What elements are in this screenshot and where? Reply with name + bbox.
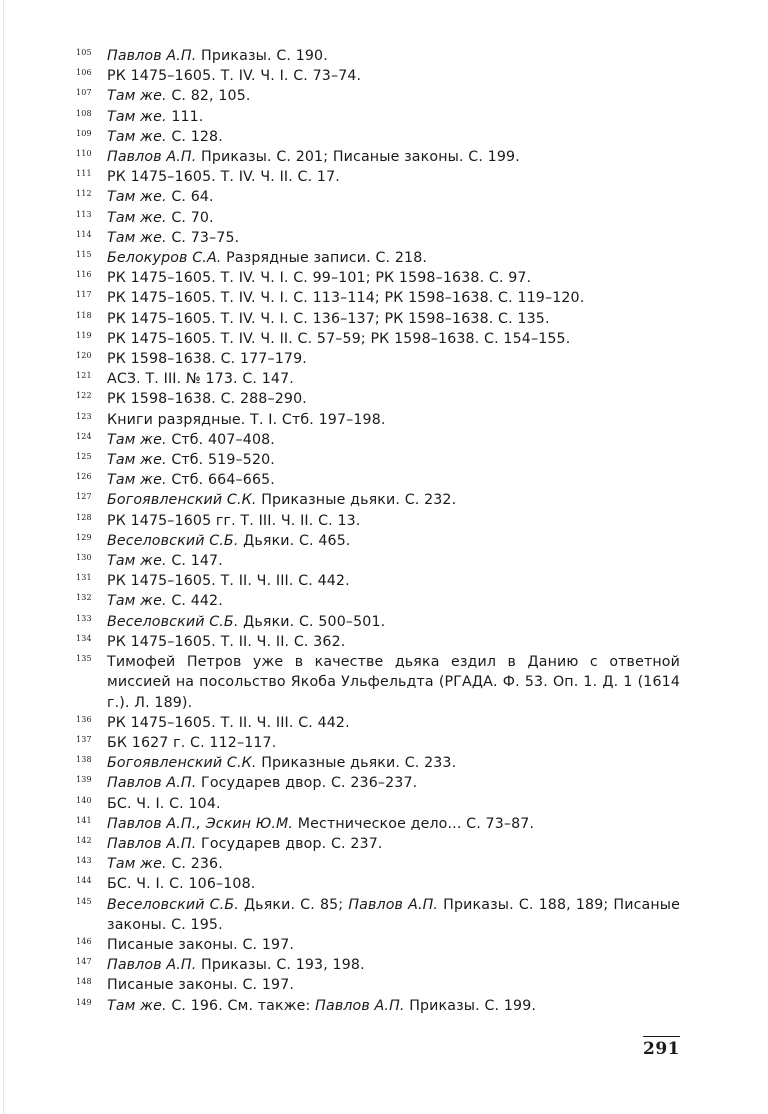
footnote-item <box>76 248 680 268</box>
footnote-text <box>107 208 680 228</box>
author-reference: Там же. <box>107 431 167 448</box>
footnote-text <box>107 369 680 389</box>
footnote-number: 146 <box>76 936 92 946</box>
citation-text: РК 1598–1638. С. 288–290. <box>107 391 307 408</box>
footnote-item <box>76 389 680 409</box>
footnote-text <box>107 753 680 773</box>
author-reference: Павлов А.П. <box>348 896 439 913</box>
citation-text: БС. Ч. I. С. 106–108. <box>107 876 256 893</box>
footnote-item <box>76 773 680 793</box>
citation-text: Приказные дьяки. С. 233. <box>256 755 457 772</box>
citation-text: БК 1627 г. С. 112–117. <box>107 734 277 751</box>
footnote-item <box>76 430 680 450</box>
footnote-text <box>107 410 680 430</box>
footnote-item <box>76 531 680 551</box>
footnote-number: 140 <box>76 795 92 805</box>
citation-text: С. 128. <box>166 128 223 145</box>
footnote-item <box>76 935 680 955</box>
footnote-text <box>107 147 680 167</box>
author-reference: Павлов А.П. <box>107 149 197 166</box>
author-reference: Веселовский С.Б. <box>107 532 239 549</box>
citation-text: Дьяки. С. 465. <box>238 532 351 549</box>
footnote-item <box>76 895 680 935</box>
footnote-text <box>107 814 680 834</box>
footnote-number: 136 <box>76 714 92 724</box>
footnote-number: 143 <box>76 856 92 866</box>
citation-text: РК 1475–1605. Т. IV. Ч. I. С. 113–114; РК 1598–1638. С. 119–120. <box>107 290 585 307</box>
footnote-item <box>76 490 680 510</box>
footnote-text <box>107 470 680 490</box>
footnote-number: 126 <box>76 472 92 482</box>
author-reference: Веселовский С.Б. <box>107 896 239 913</box>
citation-text: Приказы. С. 201; Писаные законы. С. 199. <box>196 149 520 166</box>
footnote-text <box>107 713 680 733</box>
footnote-item <box>76 268 680 288</box>
footnote-text <box>107 591 680 611</box>
footnote-number: 141 <box>76 815 92 825</box>
footnote-number: 120 <box>76 351 92 361</box>
footnote-text <box>107 268 680 288</box>
footnote-number: 139 <box>76 775 92 785</box>
footnote-number: 130 <box>76 553 92 563</box>
footnote-number: 110 <box>76 149 92 159</box>
footnote-item <box>76 470 680 490</box>
footnote-number: 148 <box>76 977 92 987</box>
footnote-text <box>107 167 680 187</box>
footnote-item <box>76 996 680 1016</box>
footnote-item <box>76 713 680 733</box>
citation-text: С. 196. См. также: <box>166 997 316 1014</box>
footnote-text <box>107 874 680 894</box>
page-number: 291 <box>643 1036 680 1059</box>
footnote-item <box>76 834 680 854</box>
footnote-text <box>107 996 680 1016</box>
footnote-text <box>107 127 680 147</box>
citation-text: Местническое дело... С. 73–87. <box>293 815 535 832</box>
citation-text: Писаные законы. С. 197. <box>107 936 295 953</box>
citation-text: Дьяки. С. 500–501. <box>238 613 386 630</box>
author-reference: Там же. <box>107 997 167 1014</box>
footnote-number: 138 <box>76 755 92 765</box>
footnote-text <box>107 955 680 975</box>
citation-text: С. 82, 105. <box>166 88 251 105</box>
footnote-number: 134 <box>76 633 92 643</box>
footnote-text <box>107 389 680 409</box>
footnote-number: 112 <box>76 189 92 199</box>
footnote-number: 129 <box>76 532 92 542</box>
footnote-text <box>107 490 680 510</box>
author-reference: Богоявленский С.К. <box>107 755 257 772</box>
author-reference: Павлов А.П., Эскин Ю.М. <box>107 815 294 832</box>
citation-text: РК 1475–1605. Т. II. Ч. III. С. 442. <box>107 714 350 731</box>
footnote-item <box>76 329 680 349</box>
author-reference: Там же. <box>107 229 167 246</box>
footnote-text <box>107 773 680 793</box>
citation-text: РК 1598–1638. С. 177–179. <box>107 351 307 368</box>
citation-text: РК 1475–1605. Т. IV. Ч. II. С. 17. <box>107 169 340 186</box>
footnote-item <box>76 187 680 207</box>
footnote-number: 122 <box>76 391 92 401</box>
footnote-item <box>76 107 680 127</box>
footnote-text <box>107 309 680 329</box>
citation-text: БС. Ч. I. С. 104. <box>107 795 221 812</box>
footnote-item <box>76 410 680 430</box>
author-reference: Павлов А.П. <box>107 957 197 974</box>
footnote-item <box>76 733 680 753</box>
author-reference: Веселовский С.Б. <box>107 613 239 630</box>
footnote-text <box>107 571 680 591</box>
footnote-number: 106 <box>76 68 92 78</box>
footnote-text <box>107 632 680 652</box>
footnote-text <box>107 248 680 268</box>
footnote-number: 145 <box>76 896 92 906</box>
author-reference: Там же. <box>107 593 167 610</box>
footnote-item <box>76 86 680 106</box>
author-reference: Белокуров С.А. <box>107 250 222 267</box>
footnote-text <box>107 430 680 450</box>
author-reference: Там же. <box>107 553 167 570</box>
footnote-item <box>76 591 680 611</box>
citation-text: Разрядные записи. С. 218. <box>221 250 428 267</box>
footnote-number: 124 <box>76 431 92 441</box>
footnote-item <box>76 814 680 834</box>
citation-text: С. 73–75. <box>166 229 240 246</box>
footnote-item <box>76 874 680 894</box>
footnote-text <box>107 107 680 127</box>
footnote-number: 105 <box>76 48 92 57</box>
author-reference: Павлов А.П. <box>107 775 197 792</box>
citation-text: Дьяки. С. 85; <box>238 896 349 913</box>
citation-text: Стб. 519–520. <box>166 452 275 469</box>
footnote-text <box>107 794 680 814</box>
footnote-item <box>76 511 680 531</box>
author-reference: Там же. <box>107 856 167 873</box>
author-reference: Павлов А.П. <box>315 997 405 1014</box>
footnote-number: 123 <box>76 411 92 421</box>
citation-text: РК 1475–1605. Т. IV. Ч. II. С. 57–59; РК 1598–1638. С. 154–155. <box>107 330 571 347</box>
footnote-number: 133 <box>76 613 92 623</box>
footnote-item <box>76 794 680 814</box>
footnote-text <box>107 228 680 248</box>
author-reference: Павлов А.П. <box>107 835 197 852</box>
citation-text: РК 1475–1605. Т. IV. Ч. I. С. 73–74. <box>107 68 362 85</box>
footnote-text <box>107 733 680 753</box>
citation-text: АСЗ. Т. III. № 173. С. 147. <box>107 371 294 388</box>
footnote-number: 147 <box>76 957 92 967</box>
footnote-item <box>76 167 680 187</box>
footnote-number: 137 <box>76 734 92 744</box>
citation-text: РК 1475–1605. Т. IV. Ч. I. С. 99–101; РК 1598–1638. С. 97. <box>107 270 532 287</box>
citation-text: 111. <box>166 108 204 125</box>
footnote-item <box>76 551 680 571</box>
footnote-text <box>107 834 680 854</box>
footnote-number: 108 <box>76 108 92 118</box>
footnote-text <box>107 854 680 874</box>
footnote-number: 113 <box>76 209 92 219</box>
footnote-text <box>107 450 680 470</box>
footnote-item <box>76 46 680 66</box>
citation-text: С. 70. <box>166 209 214 226</box>
citation-text: С. 64. <box>166 189 214 206</box>
footnote-number: 107 <box>76 88 92 98</box>
footnote-number: 125 <box>76 452 92 462</box>
footnote-number: 128 <box>76 512 92 522</box>
footnote-text <box>107 46 680 66</box>
footnote-item <box>76 975 680 995</box>
citation-text: РК 1475–1605. Т. II. Ч. II. С. 362. <box>107 633 346 650</box>
author-reference: Там же. <box>107 128 167 145</box>
footnote-text <box>107 329 680 349</box>
footnote-text <box>107 895 680 935</box>
footnote-item <box>76 632 680 652</box>
footnote-item <box>76 753 680 773</box>
footnote-item <box>76 369 680 389</box>
footnote-item <box>76 309 680 329</box>
footnote-number: 119 <box>76 330 92 340</box>
footnote-list <box>76 46 680 1016</box>
citation-text: Государев двор. С. 237. <box>196 835 383 852</box>
footnote-text <box>107 86 680 106</box>
citation-text: Государев двор. С. 236–237. <box>196 775 418 792</box>
author-reference: Там же. <box>107 108 167 125</box>
footnote-item <box>76 955 680 975</box>
author-reference: Там же. <box>107 209 167 226</box>
citation-text: С. 442. <box>166 593 223 610</box>
footnote-number: 114 <box>76 229 92 239</box>
footnote-text <box>107 935 680 955</box>
author-reference: Там же. <box>107 189 167 206</box>
footnote-item <box>76 66 680 86</box>
footnote-item <box>76 228 680 248</box>
citation-text: РК 1475–1605. Т. IV. Ч. I. С. 136–137; РК 1598–1638. С. 135. <box>107 310 550 327</box>
footnote-item <box>76 612 680 632</box>
citation-text: Книги разрядные. Т. I. Стб. 197–198. <box>107 411 386 428</box>
footnote-number: 127 <box>76 492 92 502</box>
author-reference: Там же. <box>107 472 167 489</box>
author-reference: Там же. <box>107 88 167 105</box>
footnote-text <box>107 511 680 531</box>
citation-text: РК 1475–1605. Т. II. Ч. III. С. 442. <box>107 573 350 590</box>
footnote-number: 135 <box>76 654 92 664</box>
footnote-item <box>76 652 680 713</box>
citation-text: Приказы. С. 190. <box>196 48 328 64</box>
citation-text: Писаные законы. С. 197. <box>107 977 295 994</box>
footnote-text <box>107 531 680 551</box>
citation-text: Приказы. С. 199. <box>404 997 537 1014</box>
footnote-item <box>76 127 680 147</box>
footnote-item <box>76 349 680 369</box>
footnote-text <box>107 551 680 571</box>
footnote-number: 149 <box>76 997 92 1007</box>
citation-text: Стб. 664–665. <box>166 472 275 489</box>
scan-edge-line <box>3 0 4 1114</box>
citation-text: С. 147. <box>166 553 223 570</box>
footnote-text <box>107 187 680 207</box>
citation-text: Приказные дьяки. С. 232. <box>256 492 457 509</box>
footnote-text <box>107 652 680 713</box>
footnote-item <box>76 450 680 470</box>
footnote-number: 109 <box>76 128 92 138</box>
footnote-item <box>76 208 680 228</box>
footnote-number: 115 <box>76 250 92 260</box>
author-reference: Там же. <box>107 452 167 469</box>
citation-text: С. 236. <box>166 856 223 873</box>
footnote-number: 116 <box>76 270 92 280</box>
footnote-text <box>107 975 680 995</box>
footnote-number: 111 <box>76 169 92 179</box>
footnote-item <box>76 854 680 874</box>
footnote-text <box>107 349 680 369</box>
footnote-number: 121 <box>76 371 92 381</box>
citation-text: РК 1475–1605 гг. Т. III. Ч. II. С. 13. <box>107 512 361 529</box>
footnote-item <box>76 288 680 308</box>
citation-text: Стб. 407–408. <box>166 431 275 448</box>
footnote-item <box>76 571 680 591</box>
footnote-number: 117 <box>76 290 92 300</box>
footnote-number: 132 <box>76 593 92 603</box>
footnote-item <box>76 147 680 167</box>
footnote-number: 131 <box>76 573 92 583</box>
citation-text: Тимофей Петров уже в качестве дьяка ездил в Данию с ответной миссией на посольство Якоба Ульфельдта (РГАДА. Ф. 53. Оп. 1. Д. 1 (1614 г.). Л. 189). <box>107 654 680 711</box>
footnote-text <box>107 66 680 86</box>
citation-text: Приказы. С. 193, 198. <box>196 957 365 974</box>
footnote-number: 118 <box>76 310 92 320</box>
footnote-text <box>107 612 680 632</box>
author-reference: Павлов А.П. <box>107 48 197 64</box>
footnote-number: 144 <box>76 876 92 886</box>
footnote-number: 142 <box>76 835 92 845</box>
author-reference: Богоявленский С.К. <box>107 492 257 509</box>
footnote-text <box>107 288 680 308</box>
citation-text: Приказы. С. 188, 189; Писаные законы. С. 195. <box>107 896 681 933</box>
